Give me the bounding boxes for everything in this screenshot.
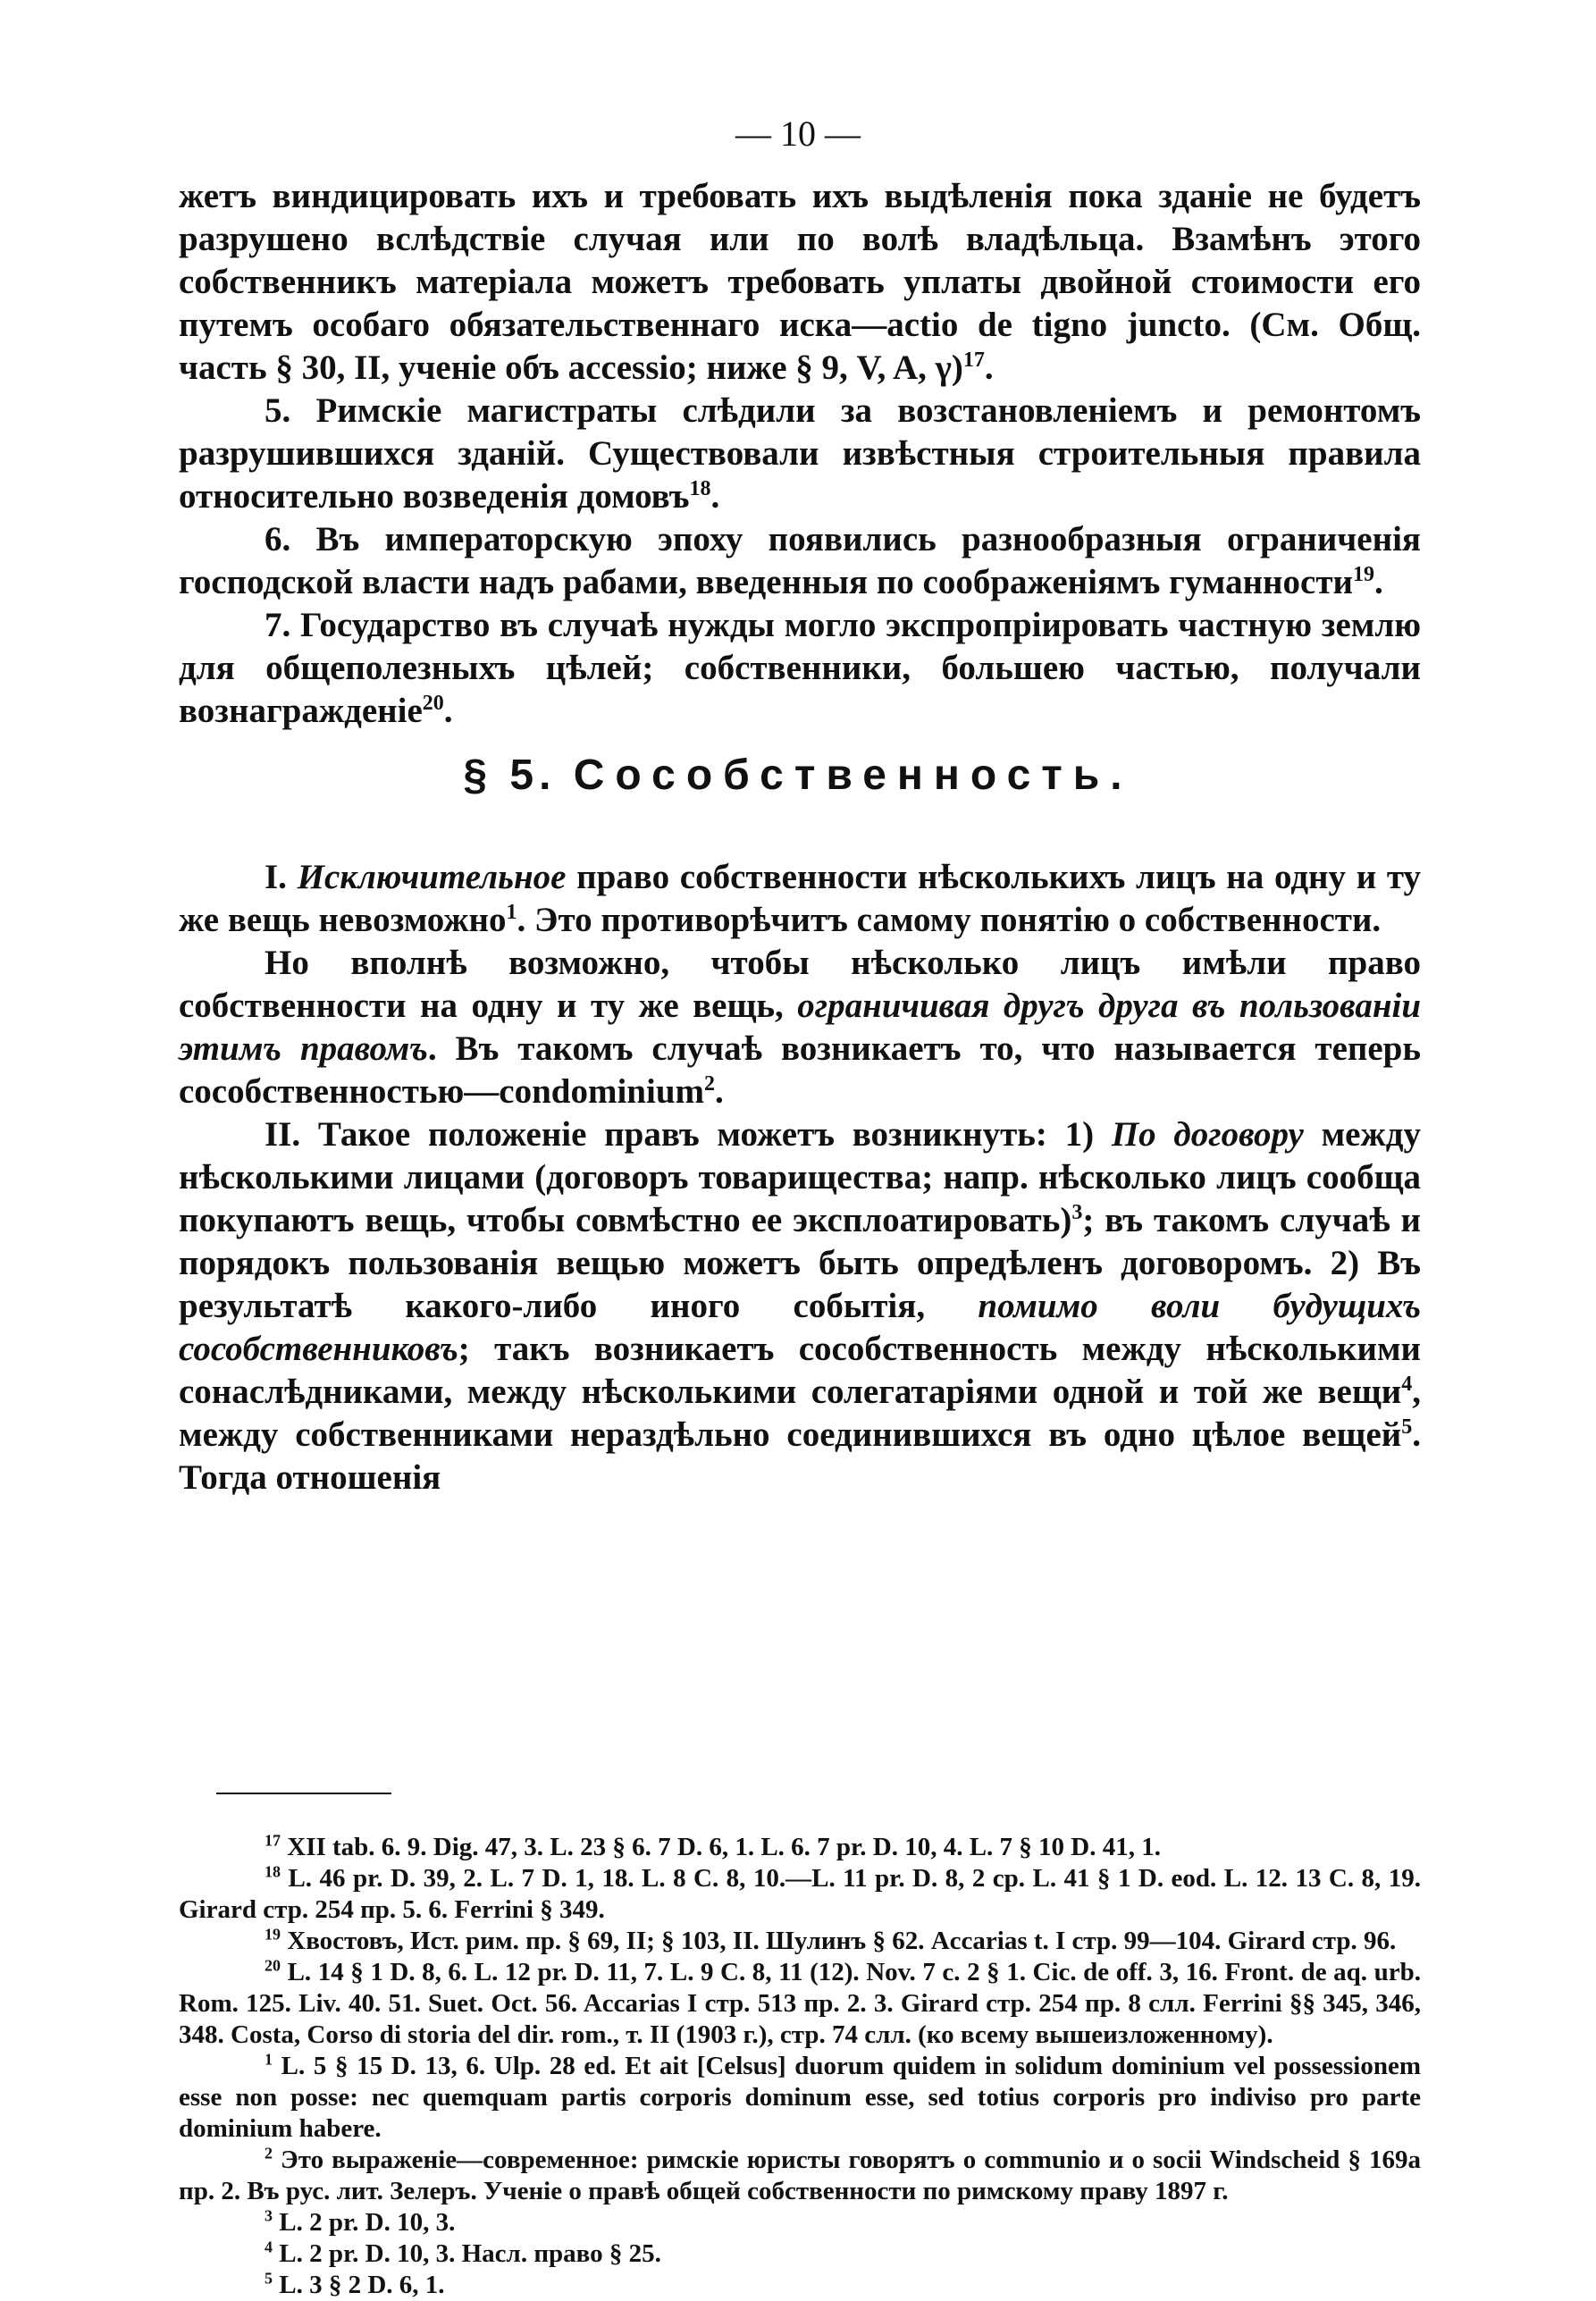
paragraph-2: [179, 390, 1421, 518]
footnote: [179, 2051, 1421, 2145]
paragraph-text: .: [984, 349, 994, 387]
footnote-ref: 4: [1401, 1373, 1413, 1396]
footnote-mark: 3: [265, 2206, 273, 2225]
footnote: [179, 2270, 1421, 2301]
paragraph-text: право собственности нѣсколькихъ лицъ на одну и ту же вещь невозможно: [179, 858, 1422, 939]
section-paragraph-3: [179, 1113, 1421, 1499]
footnote-ref: 19: [1352, 563, 1374, 586]
footnote: [179, 1926, 1421, 1957]
paragraph-text: 6. Въ императорскую эпоху появились разнообразныя ограниченія господской власти надъ рабами, введенныя по соображеніямъ гуманности: [179, 520, 1421, 601]
footnote-mark: 2: [265, 2144, 273, 2162]
page-number: — 10 —: [735, 113, 861, 154]
paragraph-text: I.: [265, 858, 287, 896]
paragraph-4: [179, 604, 1421, 733]
emphasis-text: помимо воли будущихъ сособственниковъ: [179, 1287, 1422, 1368]
paragraph-text: .: [443, 692, 453, 730]
footnote: [179, 2238, 1421, 2270]
footnote-text: Это выраженіе—современное: римскіе юристы говорятъ о communio и о socii Windscheid § 169a пр. 2. Въ рус. лит. Зелеръ. Ученіе о правѣ общей собственности по римскому праву 1897 г.: [179, 2146, 1421, 2205]
paragraph-text: . Это противорѣчитъ самому понятію о собственности.: [517, 901, 1382, 939]
footnote-mark: 18: [265, 1862, 281, 1881]
footnote-ref: 1: [506, 901, 517, 924]
footnote-ref: 5: [1401, 1415, 1413, 1439]
section-paragraph-2: [179, 942, 1421, 1113]
footnote-mark: 4: [265, 2238, 273, 2256]
footnote-text: L. 2 pr. D. 10, 3. Насл. право § 25.: [279, 2239, 661, 2268]
footnote-mark: 19: [265, 1925, 281, 1944]
footnote: [179, 2145, 1421, 2207]
paragraph-text: 7. Государство въ случаѣ нужды могло экспропріировать частную землю для общеполезныхъ цѣлей; собственники, большею частью, получали вознагражденіе: [179, 606, 1421, 730]
paragraph-text: 5. Римскіе магистраты слѣдили за возстановленіемъ и ремонтомъ разрушившихся зданій. Существовали извѣстныя строительныя правила относительно возведенія домовъ: [179, 391, 1421, 516]
footnote-mark: 5: [265, 2269, 273, 2288]
footnote-ref: 17: [962, 349, 985, 372]
emphasis-text: ограничивая другъ друга въ пользованіи этимъ правомъ: [179, 987, 1422, 1068]
footnote-divider: [216, 1793, 391, 1794]
paragraph-text: . Въ такомъ случаѣ возникаетъ то, что называется теперь сособственностью—condominium: [179, 1029, 1421, 1111]
section-heading: [0, 751, 1596, 800]
section-paragraph-1: [179, 856, 1421, 942]
section-title: Сособственность.: [573, 752, 1133, 799]
footnote-text: Хвостовъ, Ист. рим. пр. § 69, II; § 103, II. Шулинъ § 62. Accarias t. I стр. 99—104. Girard стр. 96.: [287, 1927, 1397, 1955]
paragraph-text: жетъ виндицировать ихъ и требовать ихъ выдѣленія пока зданіе не будетъ разрушено вслѣдствіе случая или по волѣ владѣльца. Взамѣнъ этого собственникъ матеріала можетъ требовать уплаты двойной стоимости его путемъ особаго обязательственнаго иска—actio de tigno juncto. (См. Общ. часть § 30, II, ученіе объ accessio; ниже § 9, V, A, γ): [179, 177, 1421, 387]
footnote-text: L. 14 § 1 D. 8, 6. L. 12 pr. D. 11, 7. L. 9 C. 8, 11 (12). Nov. 7 c. 2 § 1. Cic. de off. 3, 16. Front. de aq. urb. Rom. 125. Liv. 40. 51. Suet. Oct. 56. Accarias I стр. 513 пр. 2. 3. Girard стр. 254 пр. 8 слл. Ferrini §§ 345, 346, 348. Costa, Corso di storia del dir. rom., т. II (1903 г.), стр. 74 слл. (ко всему вышеизложенному).: [179, 1958, 1421, 2049]
footnote-text: L. 46 pr. D. 39, 2. L. 7 D. 1, 18. L. 8 C. 8, 10.—L. 11 pr. D. 8, 2 cp. L. 41 § 1 D. eod. L. 12. 13 C. 8, 19. Girard стр. 254 пр. 5. 6. Ferrini § 349.: [179, 1864, 1421, 1924]
footnote-text: XII tab. 6. 9. Dig. 47, 3. L. 23 § 6. 7 D. 6, 1. L. 6. 7 pr. D. 10, 4. L. 7 § 10 D. 41, 1.: [287, 1833, 1161, 1861]
section-body: [179, 856, 1421, 1499]
footnote-text: L. 2 pr. D. 10, 3.: [279, 2208, 456, 2237]
footnote-ref: 2: [704, 1072, 716, 1096]
footnote-mark: 20: [265, 1956, 281, 1975]
footnote-mark: 1: [265, 2050, 273, 2069]
paragraph-text: .: [710, 477, 720, 516]
footnote: [179, 1957, 1421, 2051]
paragraph-text: .: [715, 1072, 724, 1111]
footnote-ref: 20: [422, 692, 444, 715]
paragraph-text: ; такъ возникаетъ сособственность между нѣсколькими сонаслѣдниками, между нѣсколькими солегатаріями одной и той же вещи: [179, 1330, 1421, 1411]
emphasis-text: Исключительное: [297, 858, 567, 896]
footnote-ref: 3: [1071, 1201, 1083, 1224]
paragraph-text: ; въ такомъ случаѣ и порядокъ пользованія вещью можетъ быть опредѣленъ договоромъ. 2) Въ результатѣ какого-либо иного событія,: [179, 1201, 1421, 1325]
paragraph-text: II. Такое положеніе правъ можетъ возникнуть: 1): [265, 1115, 1095, 1154]
paragraph-text: . Тогда отношенія: [179, 1415, 1421, 1497]
footnote-ref: 18: [689, 477, 711, 500]
footnote: [179, 1863, 1421, 1926]
footnote: [179, 2207, 1421, 2238]
paragraph-1: [179, 175, 1421, 390]
footnotes: [179, 1832, 1421, 2301]
emphasis-text: По договору: [1111, 1115, 1304, 1154]
paragraph-text: между нѣсколькими лицами (договоръ товарищества; напр. нѣсколько лицъ сообща покупаютъ вещь, чтобы совмѣстно ее эксплоатировать): [179, 1115, 1421, 1239]
top-text: [179, 175, 1421, 733]
footnote-mark: 17: [265, 1831, 281, 1850]
paragraph-text: .: [1373, 563, 1383, 601]
section-number: § 5.: [463, 752, 557, 799]
paragraph-text: , между собственниками нераздѣльно соединившихся въ одно цѣлое вещей: [179, 1373, 1421, 1454]
footnote-text: L. 3 § 2 D. 6, 1.: [279, 2271, 445, 2299]
paragraph-3: [179, 518, 1421, 604]
paragraph-text: Но вполнѣ возможно, чтобы нѣсколько лицъ имѣли право собственности на одну и ту же вещь,: [179, 944, 1421, 1025]
footnote: [179, 1832, 1421, 1863]
footnote-text: L. 5 § 15 D. 13, 6. Ulp. 28 ed. Et ait [Celsus] duorum quidem in solidum dominium vel possessionem esse non posse: nec quemquam partis corporis dominum esse, sed totius corporis pro indiviso pro parte dominium habere.: [179, 2052, 1421, 2143]
